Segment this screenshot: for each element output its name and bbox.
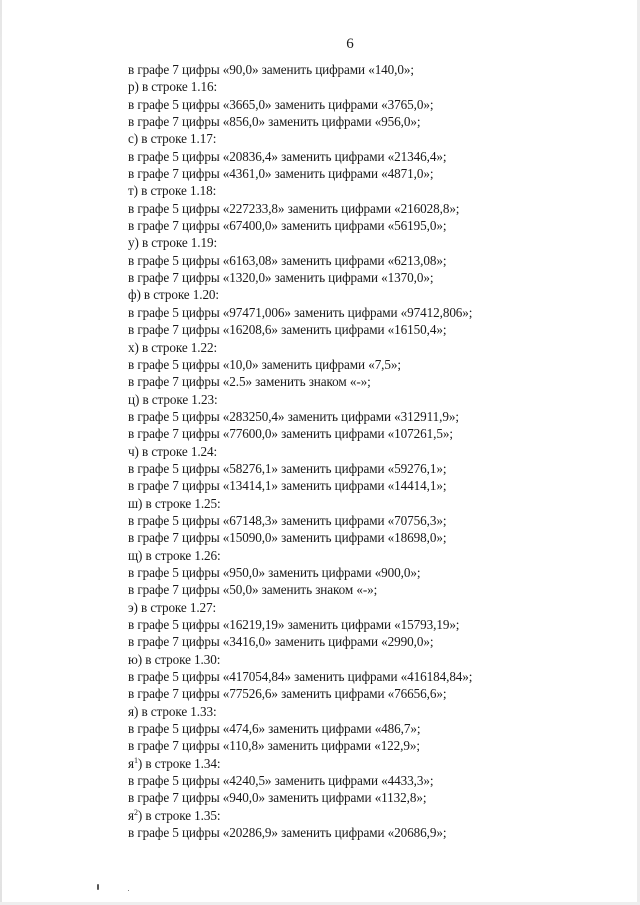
document-line: ю) в строке 1.30: xyxy=(128,651,221,667)
document-line: ц) в строке 1.23: xyxy=(128,391,218,407)
document-line: в графе 7 цифры «4361,0» заменить цифрами «4871,0»; xyxy=(128,166,434,182)
document-line: х) в строке 1.22: xyxy=(128,339,218,355)
scan-speck xyxy=(128,890,129,891)
document-line: р) в строке 1.16: xyxy=(128,79,218,95)
document-line: в графе 5 цифры «4240,5» заменить цифрами «4433,3»; xyxy=(128,773,434,789)
document-line: в графе 5 цифры «10,0» заменить цифрами «7,5»; xyxy=(128,356,401,372)
line-superscript: 1 xyxy=(133,755,138,765)
document-line: т) в строке 1.18: xyxy=(128,183,217,199)
document-line xyxy=(128,807,618,824)
document-line: в графе 7 цифры «856,0» заменить цифрами «956,0»; xyxy=(128,114,421,130)
document-line: в графе 7 цифры «3416,0» заменить цифрами «2990,0»; xyxy=(128,634,434,650)
document-line: в графе 5 цифры «417054,84» заменить цифрами «416184,84»; xyxy=(128,669,473,685)
document-line xyxy=(128,755,618,772)
document-line: э) в строке 1.27: xyxy=(128,599,217,615)
document-line: в графе 7 цифры «50,0» заменить знаком «-»; xyxy=(128,582,378,598)
document-line: в графе 5 цифры «6163,08» заменить цифрами «6213,08»; xyxy=(128,252,447,268)
line-prefix: я xyxy=(128,807,134,823)
document-line: в графе 5 цифры «16219,19» заменить цифрами «15793,19»; xyxy=(128,617,460,632)
document-line: в графе 5 цифры «227233,8» заменить цифрами «216028,8»; xyxy=(128,200,460,216)
document-line: в графе 5 цифры «20286,9» заменить цифрами «20686,9»; xyxy=(128,825,447,841)
document-line: в графе 7 цифры «110,8» заменить цифрами «122,9»; xyxy=(128,738,420,754)
line-prefix: я xyxy=(128,755,134,771)
document-line: ч) в строке 1.24: xyxy=(128,443,218,459)
document-line: ш) в строке 1.25: xyxy=(128,495,221,511)
document-line: в графе 5 цифры «950,0» заменить цифрами «900,0»; xyxy=(128,564,421,580)
document-line: в графе 5 цифры «58276,1» заменить цифрами «59276,1»; xyxy=(128,460,447,476)
document-line: в графе 7 цифры «77526,6» заменить цифрами «76656,6»; xyxy=(128,686,447,702)
document-line: в графе 5 цифры «474,6» заменить цифрами «486,7»; xyxy=(128,721,421,737)
document-line: в графе 7 цифры «16208,6» заменить цифрами «16150,4»; xyxy=(128,322,447,338)
document-line: в графе 7 цифры «13414,1» заменить цифрами «14414,1»; xyxy=(128,478,447,494)
line-suffix: ) в строке 1.35: xyxy=(137,807,221,823)
line-suffix: ) в строке 1.34: xyxy=(137,755,221,771)
document-line: в графе 7 цифры «15090,0» заменить цифрами «18698,0»; xyxy=(128,530,447,546)
document-line: ф) в строке 1.20: xyxy=(128,287,219,303)
document-line: я) в строке 1.33: xyxy=(128,703,217,719)
document-line: в графе 5 цифры «97471,006» заменить цифрами «97412,806»; xyxy=(128,304,473,320)
document-line: у) в строке 1.19: xyxy=(128,235,218,251)
document-line: в графе 7 цифры «67400,0» заменить цифрами «56195,0»; xyxy=(128,218,447,234)
line-superscript: 2 xyxy=(133,807,138,817)
document-line: в графе 7 цифры «77600,0» заменить цифрами «107261,5»; xyxy=(128,426,453,442)
amendment-list xyxy=(128,61,618,841)
scan-speck xyxy=(97,884,99,890)
document-line: щ) в строке 1.26: xyxy=(128,547,221,563)
document-line: в графе 7 цифры «940,0» заменить цифрами «1132,8»; xyxy=(128,790,427,806)
page-number: 6 xyxy=(346,36,354,52)
document-line: с) в строке 1.17: xyxy=(128,131,217,147)
document-line: в графе 5 цифры «67148,3» заменить цифрами «70756,3»; xyxy=(128,512,447,528)
scan-edge-left xyxy=(0,0,2,905)
document-line: в графе 5 цифры «3665,0» заменить цифрами «3765,0»; xyxy=(128,96,434,112)
document-line: в графе 7 цифры «1320,0» заменить цифрами «1370,0»; xyxy=(128,270,434,286)
document-line: в графе 7 цифры «2.5» заменить знаком «-»; xyxy=(128,374,371,390)
document-line: в графе 5 цифры «20836,4» заменить цифрами «21346,4»; xyxy=(128,148,447,164)
document-line: в графе 5 цифры «283250,4» заменить цифрами «312911,9»; xyxy=(128,408,459,424)
document-line: в графе 7 цифры «90,0» заменить цифрами «140,0»; xyxy=(128,62,414,77)
